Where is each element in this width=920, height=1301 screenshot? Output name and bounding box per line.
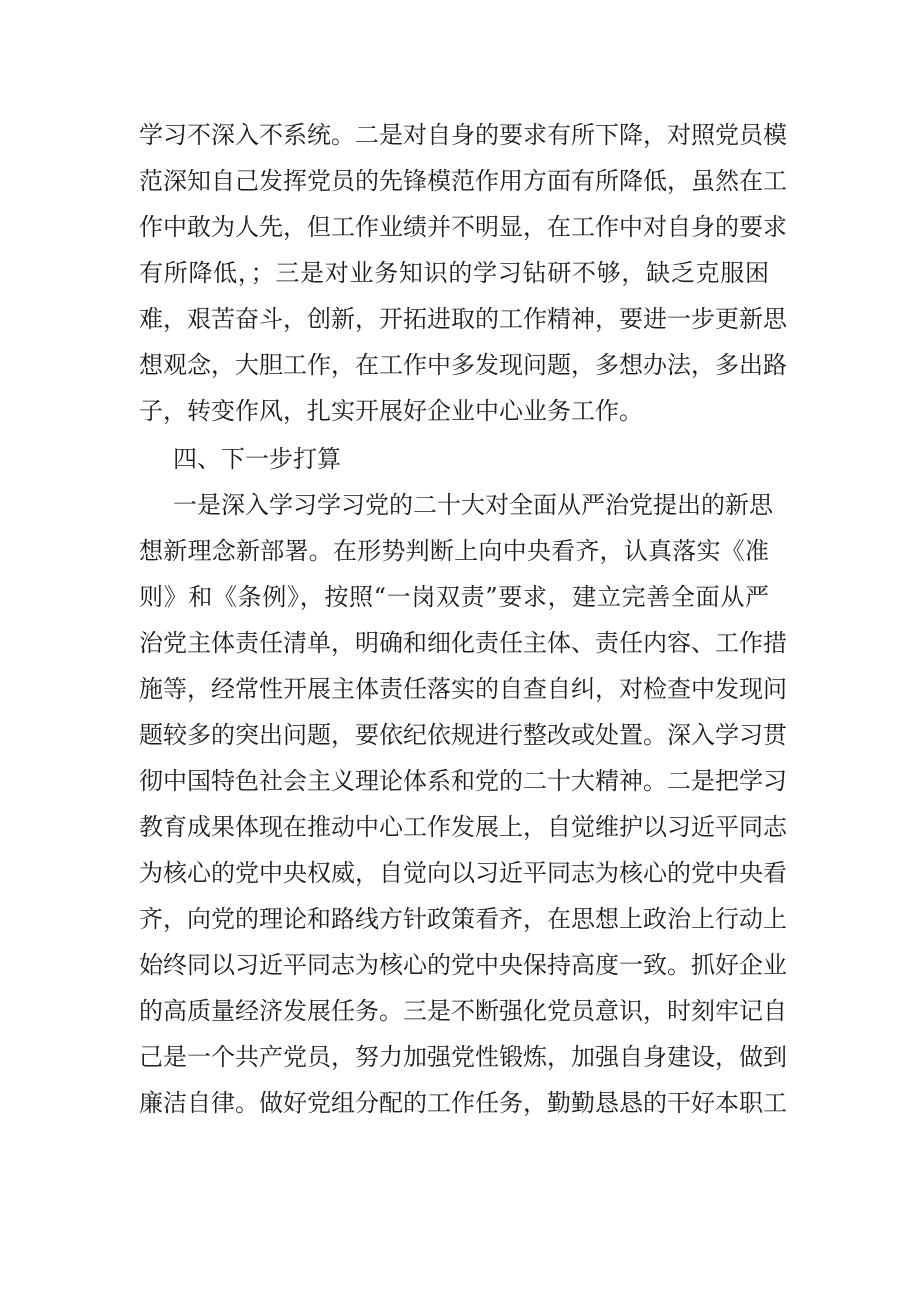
text-line: 作中敢为人先，但工作业绩并不明显，在工作中对自身的要求 [139,213,787,241]
text-line: 子，转变作风，扎实开展好企业中心业务工作。 [139,397,643,425]
text-line: 难，艰苦奋斗，创新，开拓进取的工作精神，要进一步更新思 [139,305,787,333]
text-line: 治党主体责任清单，明确和细化责任主体、责任内容、工作措 [139,629,787,657]
text-line: 始终同以习近平同志为核心的党中央保持高度一致。抓好企业 [139,951,787,979]
text-line: 题较多的突出问题，要依纪依规进行整改或处置。深入学习贯 [139,721,787,749]
text-line: 想新理念新部署。在形势判断上向中央看齐，认真落实《准 [139,537,769,565]
text-line: 施等，经常性开展主体责任落实的自查自纠，对检查中发现问 [139,675,787,703]
text-line: 学习不深入不系统。二是对自身的要求有所下降，对照党员模 [139,121,787,149]
paragraph-next-steps [139,482,787,1126]
section-heading: 四、下一步打算 [173,445,341,473]
text-line: 范深知自己发挥党员的先锋模范作用方面有所降低，虽然在工 [139,167,787,195]
document-body [139,112,787,1126]
text-line: 为核心的党中央权威，自觉向以习近平同志为核心的党中央看 [139,859,787,887]
text-line: 彻中国特色社会主义理论体系和党的二十大精神。二是把学习 [139,767,787,795]
text-line: 的高质量经济发展任务。三是不断强化党员意识，时刻牢记自 [139,997,787,1025]
text-line: 廉洁自律。做好党组分配的工作任务，勤勤恳恳的干好本职工 [139,1089,787,1117]
text-line: 想观念，大胆工作，在工作中多发现问题，多想办法，多出路 [139,351,787,379]
text-line: 己是一个共产党员，努力加强党性锻炼，加强自身建设，做到 [139,1043,787,1071]
paragraph-shortcomings [139,112,787,434]
text-line: 一是深入学习学习党的二十大对全面从严治党提出的新思 [173,491,773,519]
text-line: 有所降低，；三是对业务知识的学习钻研不够，缺乏克服困 [139,259,769,287]
text-line: 则》和《条例》，按照“一岗双责”要求，建立完善全面从严 [139,583,769,611]
text-line: 齐，向党的理论和路线方针政策看齐，在思想上政治上行动上 [139,905,787,933]
text-line: 教育成果体现在推动中心工作发展上，自觉维护以习近平同志 [139,813,787,841]
